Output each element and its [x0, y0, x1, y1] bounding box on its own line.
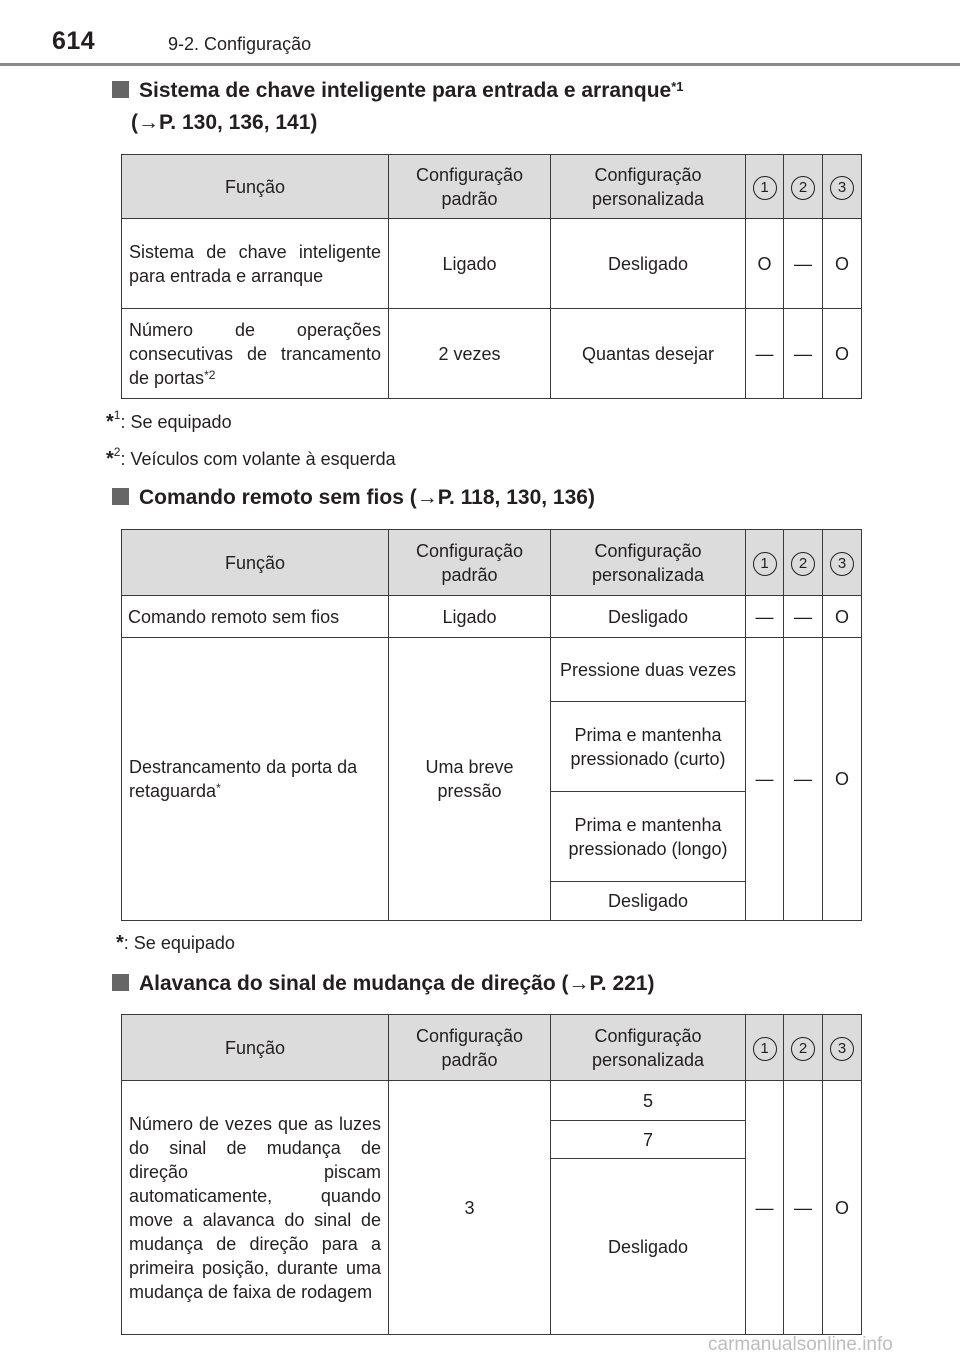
section2-title — [112, 483, 595, 513]
square-bullet-icon — [112, 81, 129, 98]
funcao-text: Destrancamento da porta da retaguarda — [129, 757, 358, 801]
method3-cell: O — [823, 1081, 862, 1335]
method2-cell: — — [784, 596, 823, 638]
circled-number-2-icon: 2 — [791, 176, 815, 200]
section1-page-ref: (→P. 130, 136, 141) — [131, 111, 318, 134]
header-divider — [0, 63, 960, 66]
circled-number-1-icon: 1 — [753, 1037, 777, 1061]
option-cell: Prima e mantenha pressionado (curto) — [551, 702, 746, 792]
header-default: Configuração padrão — [389, 1015, 551, 1081]
option-cell: 7 — [551, 1121, 746, 1159]
table-header-row — [122, 530, 862, 596]
funcao-cell: Número de vezes que as luzes do sinal de mudança de direção piscam automaticamente, quando move a alavanca do sinal de mudança de direção para a primeira posição, durante uma mudança de faixa de rodagem — [122, 1081, 389, 1335]
default-cell: 3 — [389, 1081, 551, 1335]
header-custom: Configuração personalizada — [551, 1015, 746, 1081]
custom-cell: Desligado — [551, 219, 746, 309]
method1-cell: — — [746, 596, 784, 638]
circled-number-1-icon: 1 — [753, 552, 777, 576]
watermark: carmanualsonline.info — [708, 1334, 893, 1355]
funcao-text: Número de operações consecutivas de trancamento de portas — [129, 319, 381, 388]
method3-cell: O — [823, 638, 862, 921]
settings-table-wireless-remote — [121, 529, 862, 921]
footnote-text: : Veículos com volante à esquerda — [120, 449, 396, 469]
header-default: Configuração padrão — [389, 155, 551, 219]
method2-cell: — — [784, 638, 823, 921]
option-cell: 5 — [551, 1081, 746, 1121]
circled-number-1-icon: 1 — [753, 176, 777, 200]
circled-number-3-icon: 3 — [830, 1037, 854, 1061]
footnote-number: 2 — [113, 445, 121, 459]
section2-title-text: Comando remoto sem fios (→P. 118, 130, 136) — [139, 486, 595, 509]
settings-table-smart-key — [121, 154, 862, 399]
footnote-mark: *2 — [204, 367, 216, 382]
table-row — [122, 309, 862, 399]
option-cell: Desligado — [551, 882, 746, 921]
circled-number-3-icon: 3 — [830, 176, 854, 200]
default-cell: Ligado — [389, 596, 551, 638]
footnote-star: * — [116, 932, 124, 954]
method1-cell: — — [746, 309, 784, 399]
section1-title-text: Sistema de chave inteligente para entrada e arranque — [139, 79, 672, 102]
settings-table-turn-signal — [121, 1014, 862, 1335]
footnote-mark: *1 — [671, 79, 684, 94]
header-custom: Configuração personalizada — [551, 155, 746, 219]
header-funcao: Função — [122, 530, 389, 596]
method2-cell: — — [784, 219, 823, 309]
square-bullet-icon — [112, 974, 129, 991]
option-cell: Prima e mantenha pressionado (longo) — [551, 792, 746, 882]
method2-cell: — — [784, 309, 823, 399]
footnote-mark: * — [216, 781, 221, 795]
method3-cell: O — [823, 219, 862, 309]
footnote-2 — [106, 445, 396, 471]
page-number: 614 — [52, 27, 96, 55]
section-breadcrumb: 9-2. Configuração — [168, 34, 312, 54]
table-header-row — [122, 1015, 862, 1081]
section3-title-text: Alavanca do sinal de mudança de direção (→P. 221) — [139, 972, 655, 995]
section1-title — [112, 76, 684, 106]
method1-cell: — — [746, 1081, 784, 1335]
funcao-cell: Comando remoto sem fios — [122, 596, 389, 638]
custom-cell: Quantas desejar — [551, 309, 746, 399]
footnote-text: : Se equipado — [123, 933, 235, 953]
footnote-1 — [106, 408, 232, 434]
header-default: Configuração padrão — [389, 530, 551, 596]
header-funcao: Função — [122, 155, 389, 219]
section3-title — [112, 969, 654, 999]
circled-number-2-icon: 2 — [791, 1037, 815, 1061]
method3-cell: O — [823, 596, 862, 638]
header-funcao: Função — [122, 1015, 389, 1081]
footnote-star: * — [106, 448, 114, 470]
table-row — [122, 596, 862, 638]
circled-number-2-icon: 2 — [791, 552, 815, 576]
default-cell: Uma breve pressão — [389, 638, 551, 921]
circled-number-3-icon: 3 — [830, 552, 854, 576]
custom-cell: Desligado — [551, 596, 746, 638]
method3-cell: O — [823, 309, 862, 399]
default-cell: Ligado — [389, 219, 551, 309]
option-cell: Pressione duas vezes — [551, 638, 746, 702]
footnote-number: 1 — [113, 408, 121, 422]
square-bullet-icon — [112, 488, 129, 505]
option-cell: Desligado — [551, 1159, 746, 1335]
funcao-cell — [122, 638, 389, 921]
funcao-cell — [122, 309, 389, 399]
method1-cell: O — [746, 219, 784, 309]
method1-cell: — — [746, 638, 784, 921]
footnote-3 — [116, 932, 235, 955]
table-header-row — [122, 155, 862, 219]
method2-cell: — — [784, 1081, 823, 1335]
funcao-cell: Sistema de chave inteligente para entrada e arranque — [122, 219, 389, 309]
default-cell: 2 vezes — [389, 309, 551, 399]
table-row — [122, 219, 862, 309]
table-row — [122, 638, 862, 702]
footnote-star: * — [106, 411, 114, 433]
table-row — [122, 1081, 862, 1121]
header-custom: Configuração personalizada — [551, 530, 746, 596]
footnote-text: : Se equipado — [120, 412, 232, 432]
